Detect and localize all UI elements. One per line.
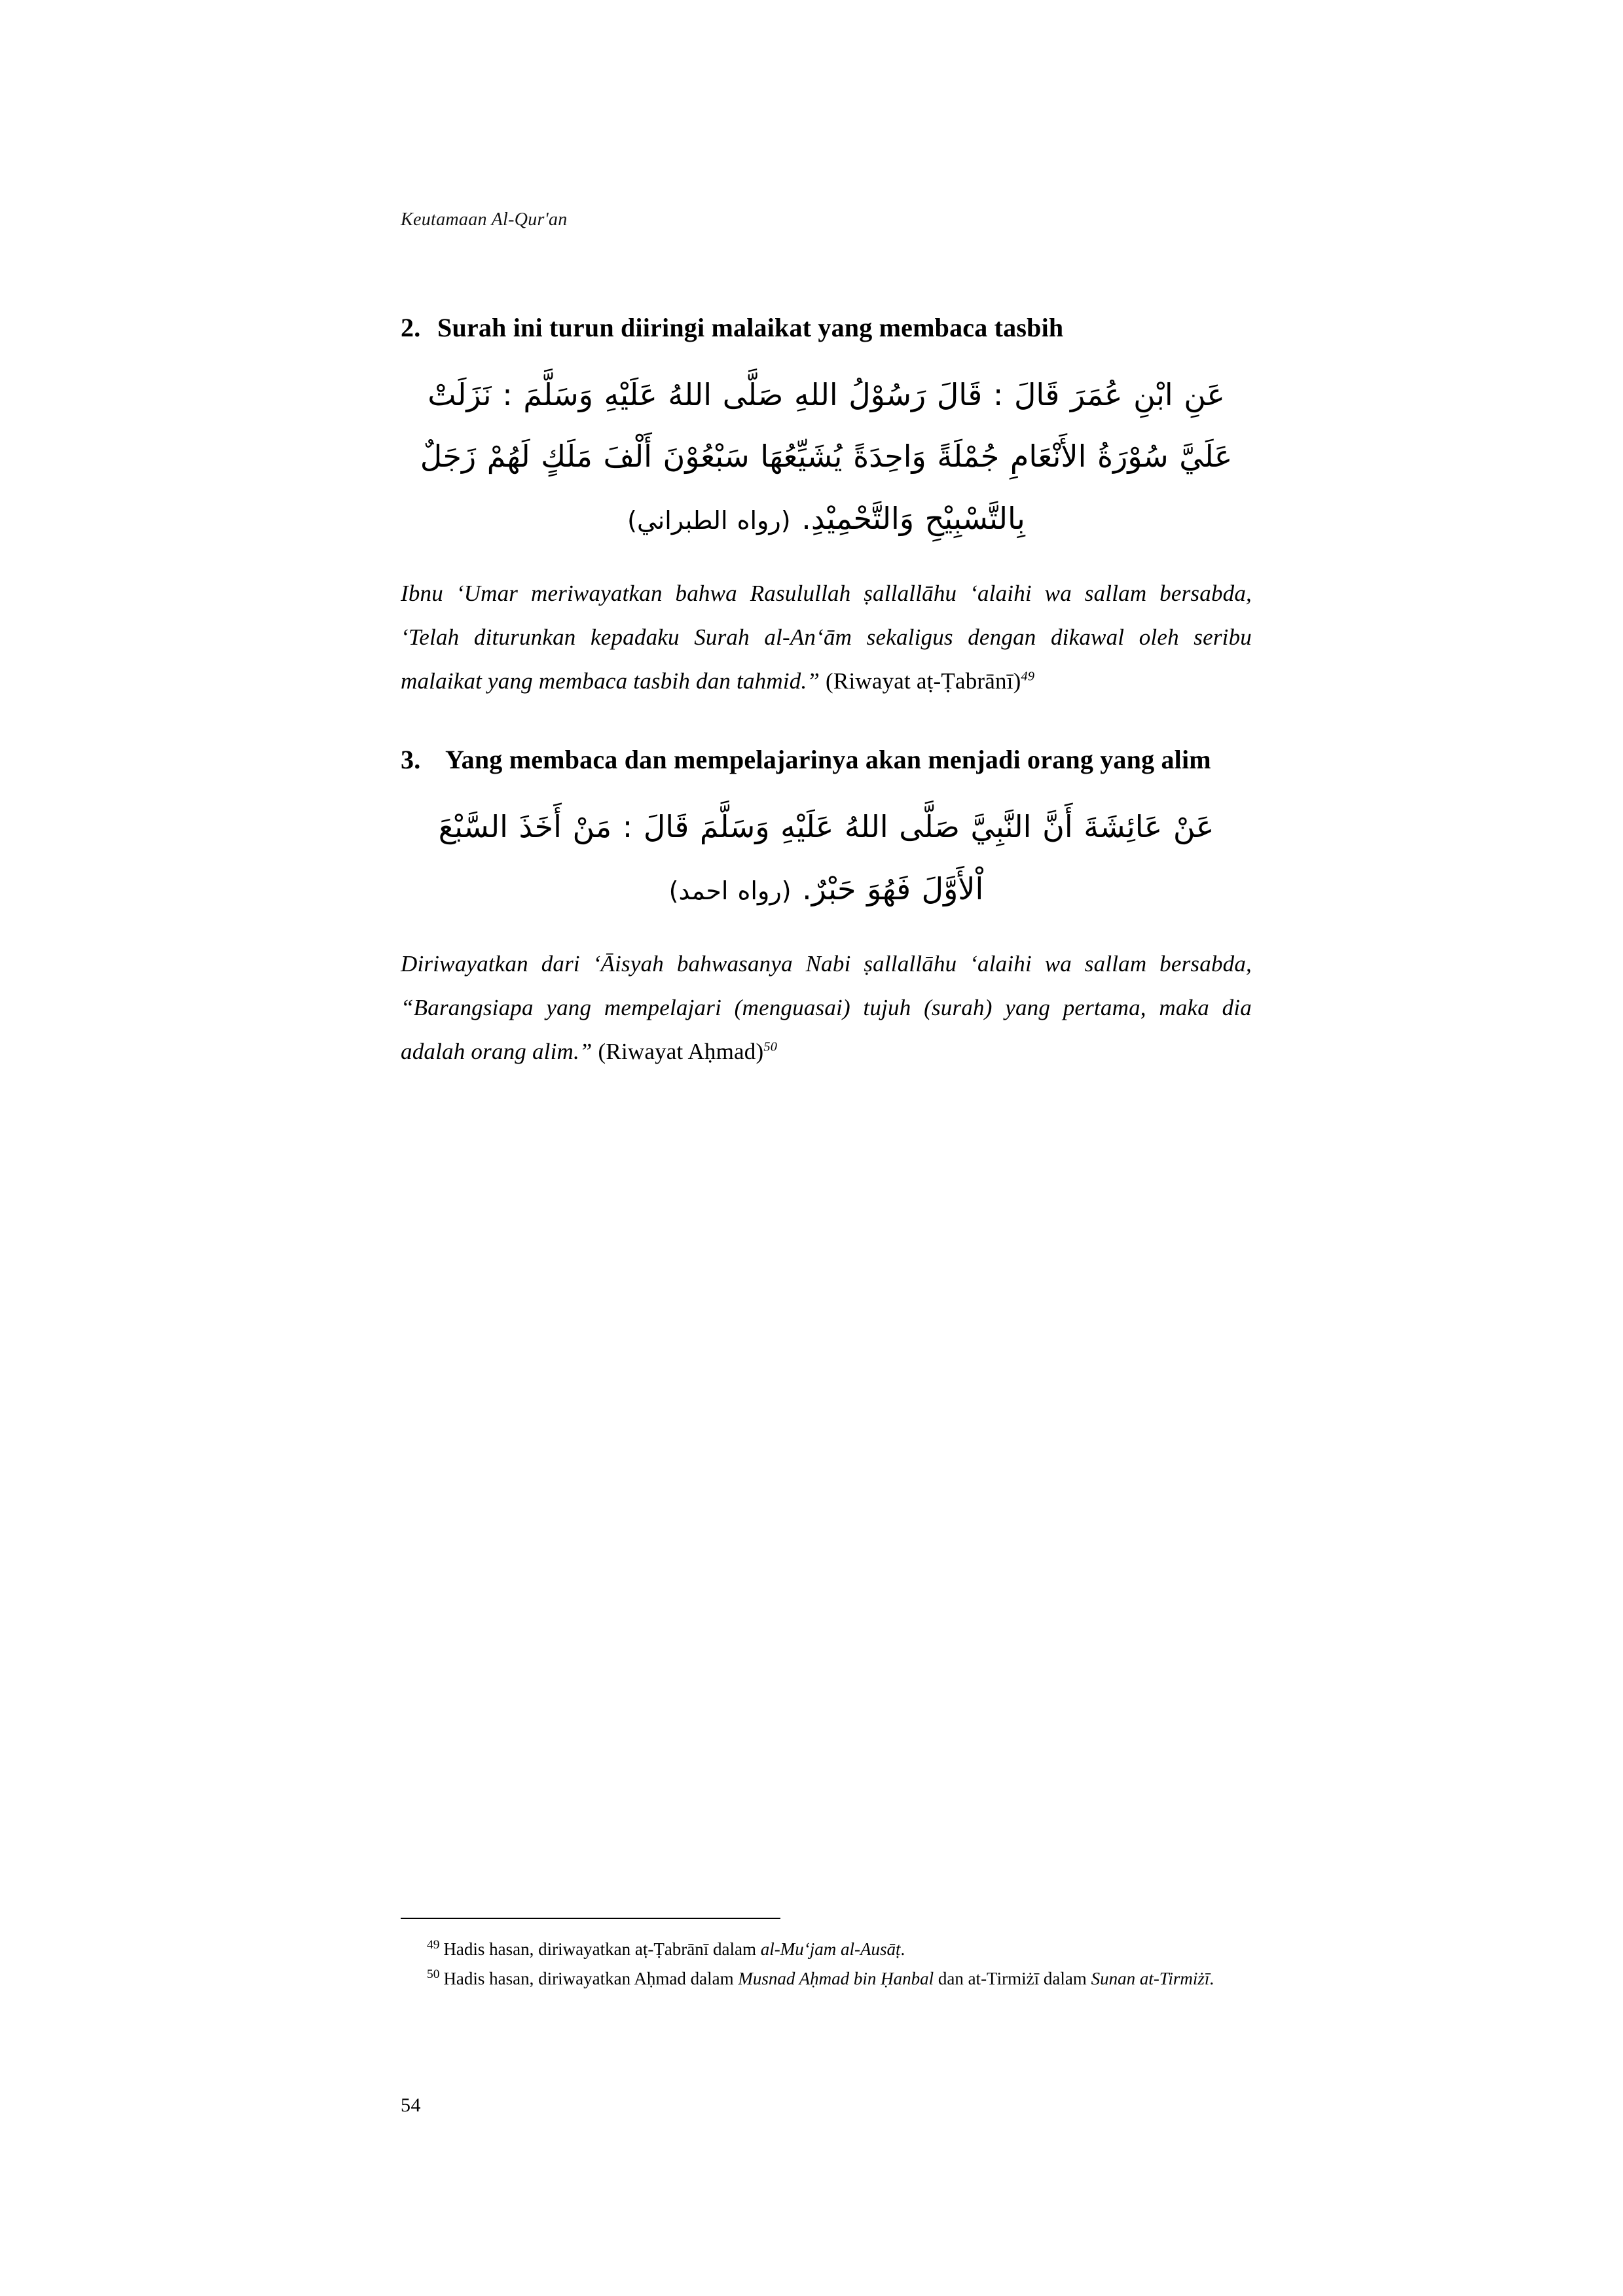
footnote-50-text: Hadis hasan, diriwayatkan Aḥmad dalam xyxy=(443,1968,739,1988)
footnote-50-text-mid: dan at-Tirmiżī dalam xyxy=(934,1968,1091,1988)
footnote-49-title: al-Mu‘jam al-Ausāṭ xyxy=(760,1939,901,1959)
arabic-line-with-source xyxy=(401,858,1252,920)
page-number: 54 xyxy=(401,2094,421,2116)
arabic-source-attribution: (رواه احمد) xyxy=(668,876,792,905)
footnote-50-number: 50 xyxy=(427,1967,440,1981)
section-2-title: Surah ini turun diiringi malaikat yang membaca tasbih xyxy=(437,313,1064,342)
arabic-source-attribution: (رواه الطبراني) xyxy=(627,505,791,535)
footnote-50-title-2: Sunan at-Tirmiżī xyxy=(1091,1968,1210,1988)
running-head: Keutamaan Al-Qur'an xyxy=(401,209,568,230)
section-2-arabic xyxy=(401,364,1252,549)
section-3-arabic xyxy=(401,796,1252,920)
footnote-separator-rule xyxy=(401,1918,780,1919)
translation-italic: Diriwayatkan dari ‘Āisyah bahwasanya Nabi ṣallallāhu ‘alaihi wa sallam bersabda, “Barangsiapa yang mempelajari (menguasai) tujuh (surah) yang pertama, maka dia adalah orang alim.” xyxy=(401,951,1252,1065)
arabic-line: عَنْ عَائِشَةَ أَنَّ النَّبِيَّ صَلَّى اللهُ عَلَيْهِ وَسَلَّمَ قَالَ : مَنْ أَخَذَ السَّبْعَ xyxy=(438,809,1214,845)
translation-source: (Riwayat Aḥmad) xyxy=(592,1039,764,1065)
blank-area xyxy=(401,1112,1252,1393)
section-3 xyxy=(401,741,1252,1073)
footnote-50-title-1: Musnad Aḥmad bin Ḥanbal xyxy=(738,1968,934,1988)
footnotes-block xyxy=(401,1918,1252,1994)
footnote-49-text-end: . xyxy=(900,1939,905,1959)
section-2 xyxy=(401,309,1252,703)
footnote-marker-49: 49 xyxy=(1021,669,1035,684)
translation-italic: Ibnu ‘Umar meriwayatkan bahwa Rasulullah ṣallallāhu ‘alaihi wa sallam bersabda, ‘Telah diturunkan kepadaku Surah al-An‘ām sekaligus dengan dikawal oleh seribu malaikat yang membaca tasbih dan tahmid.” xyxy=(401,580,1252,694)
section-2-translation xyxy=(401,571,1252,704)
arabic-line-with-source xyxy=(401,488,1252,549)
arabic-line: عَلَيَّ سُوْرَةُ الأَنْعَامِ جُمْلَةً وَاحِدَةً يُشَيِّعُهَا سَبْعُوْنَ أَلْفَ مَلَكٍ لَهُمْ زَجَلٌ xyxy=(420,439,1233,475)
footnote-50 xyxy=(401,1965,1252,1992)
section-2-number: 2. xyxy=(401,313,421,342)
section-2-heading xyxy=(401,309,1252,347)
footnote-49 xyxy=(401,1936,1252,1963)
arabic-line-text: اْلأَوَّلَ فَهُوَ حَبْرٌ. xyxy=(802,870,984,906)
footnote-49-text: Hadis hasan, diriwayatkan aṭ-Ṭabrānī dalam xyxy=(443,1939,761,1959)
footnote-50-text-end: . xyxy=(1209,1968,1214,1988)
section-3-translation xyxy=(401,942,1252,1074)
arabic-line-text: بِالتَّسْبِيْحِ وَالتَّحْمِيْدِ. xyxy=(801,500,1025,536)
translation-source: (Riwayat aṭ-Ṭabrānī) xyxy=(820,668,1021,694)
footnote-marker-50: 50 xyxy=(763,1039,778,1054)
page-content xyxy=(401,209,1252,1393)
section-3-title: Yang membaca dan mempelajarinya akan menjadi orang yang alim xyxy=(445,745,1211,775)
footnote-49-number: 49 xyxy=(427,1938,440,1952)
section-3-number: 3. xyxy=(401,745,421,775)
section-3-heading xyxy=(401,741,1252,779)
arabic-line: عَنِ ابْنِ عُمَرَ قَالَ : قَالَ رَسُوْلُ اللهِ صَلَّى اللهُ عَلَيْهِ وَسَلَّمَ : نَزَلَتْ xyxy=(428,377,1225,412)
